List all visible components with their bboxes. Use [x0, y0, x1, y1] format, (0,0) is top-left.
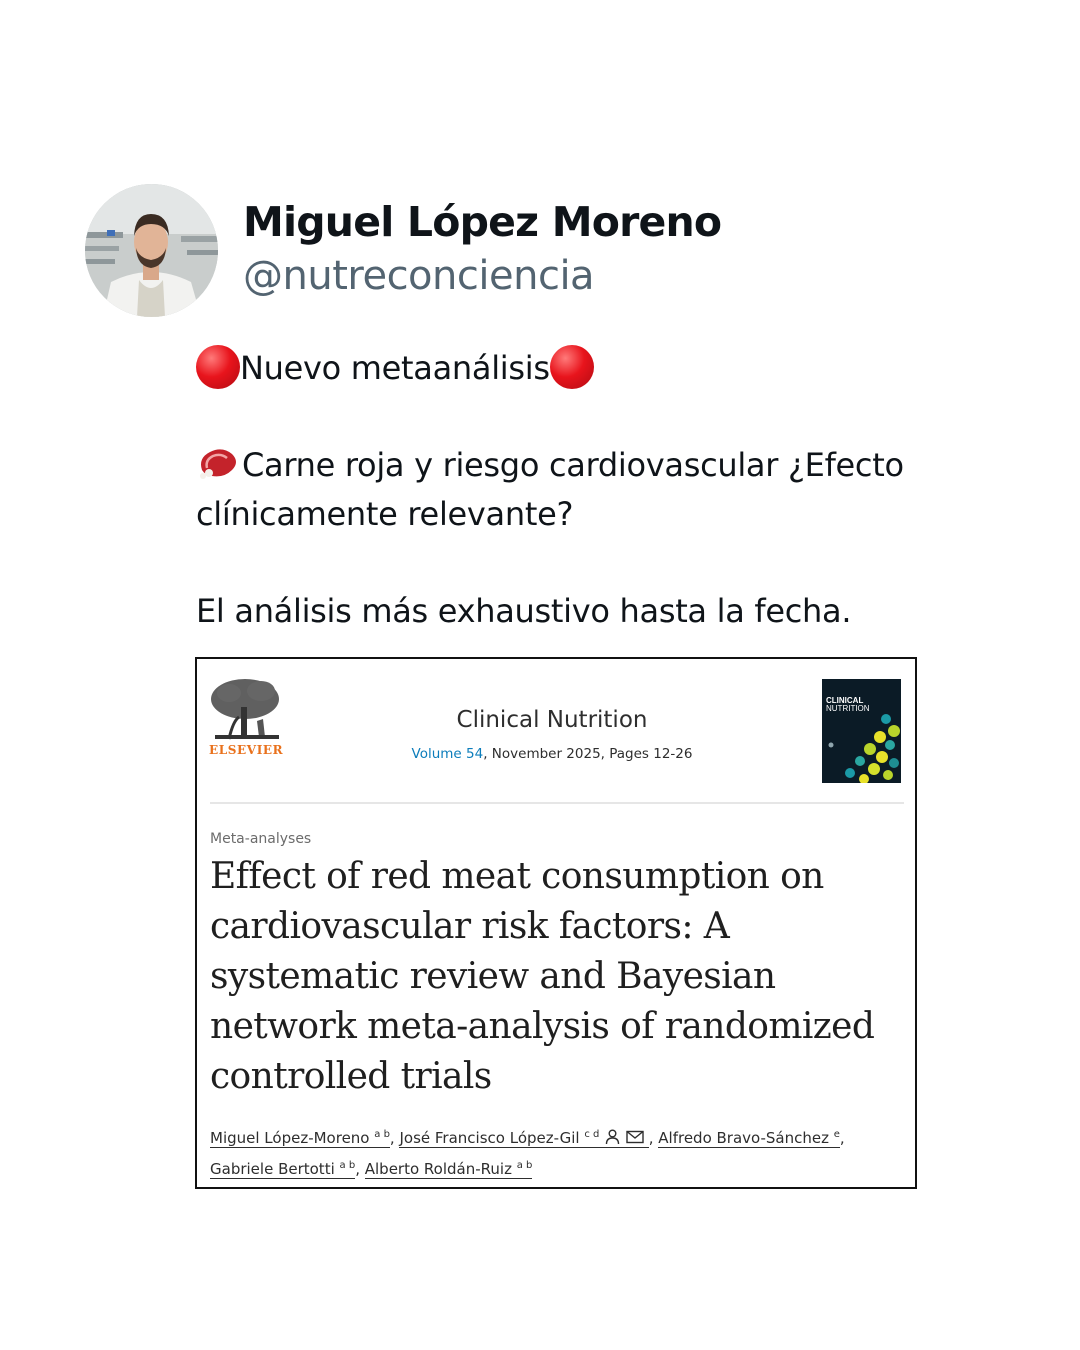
author-name: Gabriele Bertotti	[210, 1160, 335, 1178]
author-affiliation: a b	[339, 1160, 356, 1171]
article-section: Meta-analyses	[210, 831, 312, 847]
author-name: Miguel López-Moreno	[210, 1129, 370, 1147]
author-name: Alberto Roldán-Ruiz	[364, 1160, 512, 1178]
author-affiliation: a b	[374, 1129, 390, 1140]
author-separator: ,	[355, 1160, 360, 1178]
tweet-line-3: clínicamente relevante?	[196, 495, 574, 533]
author-name: Alfredo Bravo-Sánchez	[658, 1129, 829, 1147]
article-title	[210, 852, 900, 1102]
article-title-line: systematic review and Bayesian	[210, 956, 776, 997]
elsevier-wordmark: ELSEVIER	[209, 743, 284, 757]
email-icon	[626, 1130, 644, 1144]
author-separator: ,	[648, 1129, 654, 1147]
divider	[210, 802, 904, 804]
cover-title	[826, 697, 870, 713]
author-list	[210, 1121, 905, 1183]
person-icon	[604, 1128, 621, 1145]
article-title-line: cardiovascular risk factors: A	[210, 906, 730, 947]
author-row-1	[210, 1121, 905, 1152]
article-card[interactable]	[195, 657, 917, 1189]
journal-name[interactable]: Clinical Nutrition	[456, 707, 648, 733]
avatar[interactable]	[85, 184, 218, 317]
tweet-text-headline: Nuevo metaanálisis	[240, 349, 550, 387]
journal-meta	[197, 746, 907, 762]
author-link[interactable]	[399, 1129, 648, 1148]
author-row-2	[210, 1152, 905, 1183]
cover-art	[822, 679, 901, 783]
author-affiliation: c d	[584, 1129, 600, 1140]
author-link[interactable]	[365, 1160, 533, 1179]
issue-info: , November 2025, Pages 12-26	[483, 746, 693, 762]
author-affiliation: a b	[516, 1160, 533, 1171]
article-title-line: network meta-analysis of randomized	[210, 1006, 875, 1047]
article-title-line: controlled trials	[210, 1056, 492, 1097]
author-link[interactable]	[210, 1129, 390, 1148]
display-name[interactable]: Miguel López Moreno	[243, 198, 722, 246]
journal-cover[interactable]	[822, 679, 901, 783]
author-name: José Francisco López-Gil	[399, 1129, 580, 1147]
author-affiliation: e	[833, 1129, 840, 1140]
author-separator: ,	[839, 1129, 845, 1147]
cover-title-line-2: NUTRITION	[826, 704, 870, 713]
red-circle-icon	[550, 345, 594, 389]
tweet-line-4: El análisis más exhaustivo hasta la fecha.	[196, 592, 852, 630]
author-link[interactable]	[210, 1160, 355, 1179]
article-title-line: Effect of red meat consumption on	[210, 856, 824, 897]
tweet-line-1	[196, 348, 594, 392]
tweet-line-2	[196, 446, 904, 486]
meat-icon	[196, 444, 240, 482]
author-separator: ,	[389, 1129, 395, 1147]
cover-title-line-1: CLINICAL	[826, 696, 864, 705]
volume-link[interactable]: Volume 54	[411, 746, 484, 762]
tweet-text-topic: Carne roja y riesgo cardiovascular ¿Efecto	[242, 446, 904, 484]
handle[interactable]: @nutreconciencia	[243, 253, 595, 299]
red-circle-icon	[196, 345, 240, 389]
profile-photo	[85, 184, 218, 317]
author-link[interactable]	[658, 1129, 840, 1148]
